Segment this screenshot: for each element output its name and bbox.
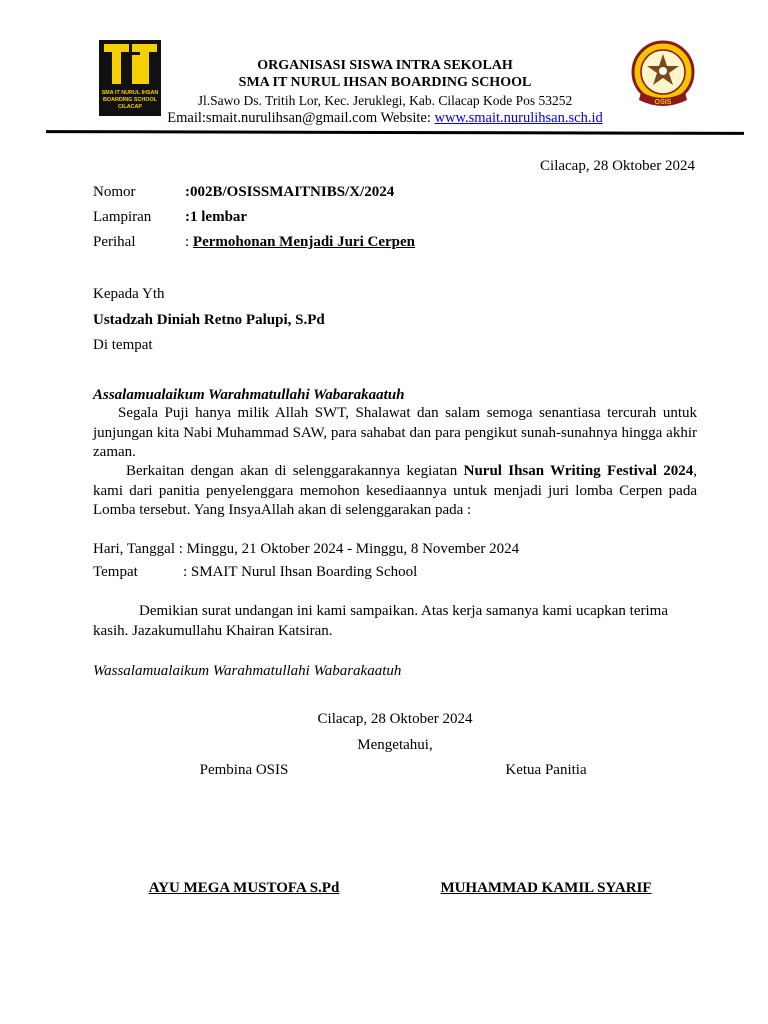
- website-link[interactable]: www.smait.nurulihsan.sch.id: [434, 110, 603, 126]
- osis-logo-icon: [627, 38, 699, 116]
- paragraph-2-end: , kami dari panitia penyelenggara memohon kesediaannya untuk menjadi juri lomba Cerpen pada Lomba tersebut. Yang InsyaAllah akan di selenggarakan pada :: [93, 463, 697, 518]
- ketua-name: MUHAMMAD KAMIL SYARIF: [440, 880, 652, 896]
- recipient-name: Ustadzah Diniah Retno Palupi, S.Pd: [93, 312, 325, 328]
- schedule-line: [93, 539, 519, 559]
- hari-value: Minggu, 21 Oktober 2024 - Minggu, 8 November 2024: [186, 541, 520, 557]
- paragraph-2-start: Berkaitan dengan akan di selenggarakannya kegiatan: [126, 463, 464, 479]
- hari-label: Hari, Tanggal :: [93, 541, 187, 557]
- logo-text-line-3: CILACAP: [118, 104, 142, 110]
- recipient-greeting: Kepada Yth: [93, 286, 165, 302]
- event-name: Nurul Ihsan Writing Festival 2024: [463, 463, 694, 479]
- logo-text-line-1: SMA IT NURUL IHSAN: [101, 90, 159, 96]
- recipient-place: Di tempat: [93, 337, 153, 353]
- paragraph-1: Segala Puji hanya milik Allah SWT, Shalawat dan salam semoga senantiasa tercurah untuk junjungan kita Nabi Muhammad SAW, para sahabat dan para pengikut sunah-sunahnya hingga akhir zaman.: [93, 405, 697, 460]
- tempat-label: Tempat: [93, 564, 138, 580]
- osis-logo-text: OSIS: [654, 99, 672, 106]
- nomor-value: :002B/OSISSMAITNIBS/X/2024: [185, 184, 395, 200]
- signature-mengetahui: Mengetahui,: [357, 737, 433, 753]
- pembina-name: AYU MEGA MUSTOFA S.Pd: [148, 880, 340, 896]
- org-name: ORGANISASI SISWA INTRA SEKOLAH: [257, 58, 513, 73]
- school-address: Jl.Sawo Ds. Tritih Lor, Kec. Jeruklegi, Kab. Cilacap Kode Pos 53252: [197, 93, 573, 108]
- perihal-label: Perihal: [93, 234, 136, 250]
- ketua-title: Ketua Panitia: [505, 762, 587, 778]
- lampiran-value: :1 lembar: [185, 209, 248, 225]
- signature-place-date: Cilacap, 28 Oktober 2024: [317, 711, 473, 727]
- opening-salam: Assalamualaikum Warahmatullahi Wabarakaatuh: [93, 387, 405, 403]
- tempat-value: : SMAIT Nurul Ihsan Boarding School: [183, 564, 418, 580]
- perihal-colon: :: [185, 234, 193, 250]
- logo-text-line-2: BOARDING SCHOOL: [103, 97, 157, 103]
- school-name: SMA IT NURUL IHSAN BOARDING SCHOOL: [238, 75, 532, 90]
- contact-email: Email:smait.nurulihsan@gmail.com Website:: [167, 110, 435, 126]
- letterhead-divider: [46, 130, 744, 135]
- lampiran-label: Lampiran: [93, 209, 152, 225]
- pembina-title: Pembina OSIS: [199, 762, 289, 778]
- nomor-label: Nomor: [93, 184, 136, 200]
- closing-salam: Wassalamualaikum Warahmatullahi Wabarakaatuh: [93, 663, 402, 679]
- letter-date: Cilacap, 28 Oktober 2024: [540, 158, 695, 174]
- paragraph-2: [93, 462, 697, 521]
- closing-paragraph: Demikian surat undangan ini kami sampaikan. Atas kerja samanya kami ucapkan terima kasih. Jazakumullahu Khairan Katsiran.: [93, 603, 668, 639]
- perihal-value: Permohonan Menjadi Juri Cerpen: [192, 234, 415, 250]
- contact-line: [140, 110, 630, 126]
- perihal-value-line: [185, 234, 415, 251]
